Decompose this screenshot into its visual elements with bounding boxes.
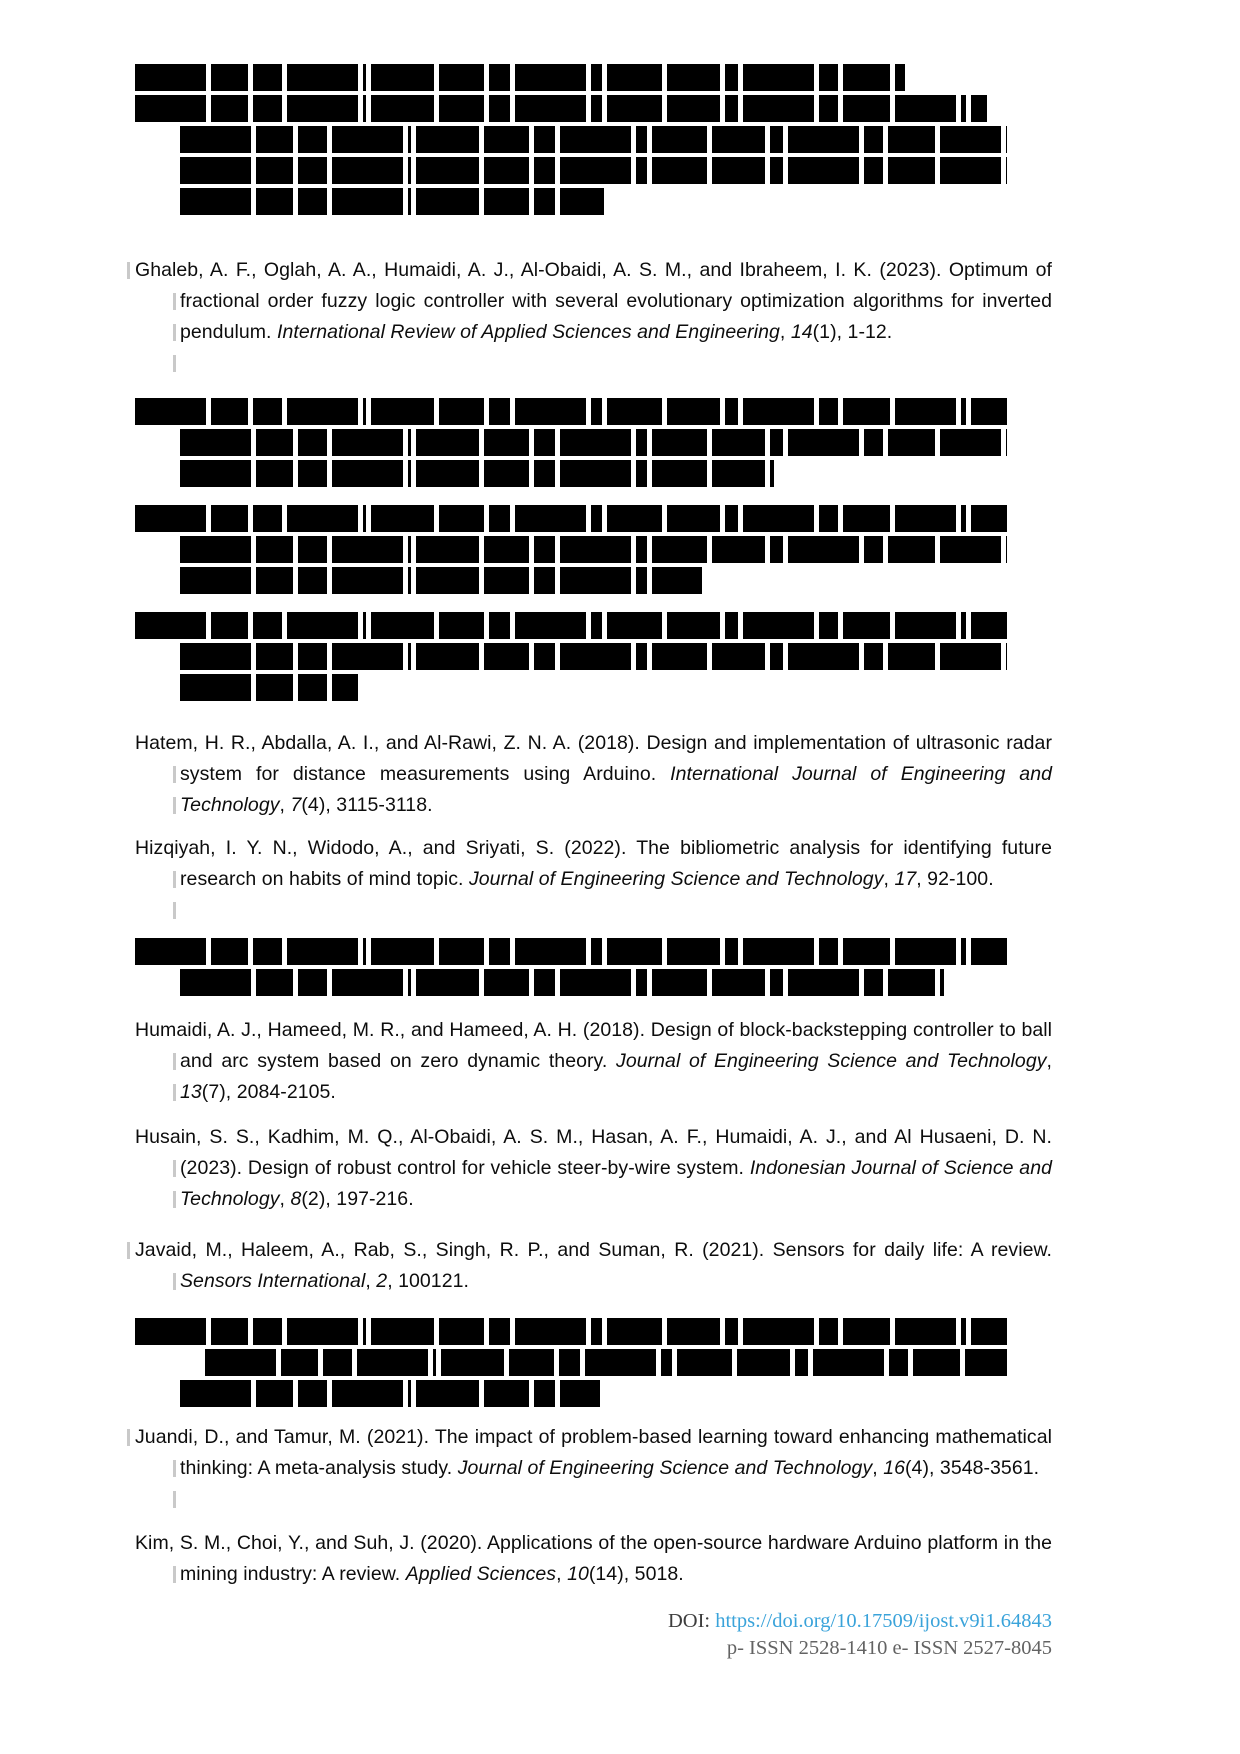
reference-text: Javaid, M., Haleem, A., Rab, S., Singh, R. P., and Suman, R. (2021). Sensors for daily life: A review. bbox=[135, 1239, 1052, 1261]
reference-text: (4), 3548-3561. bbox=[905, 1457, 1040, 1479]
redacted-line bbox=[180, 188, 604, 215]
reference-text: (7), 2084-2105. bbox=[201, 1081, 336, 1103]
reference-entry bbox=[135, 1235, 1052, 1297]
formatting-mark bbox=[173, 797, 176, 814]
journal-italic-text: Applied Sciences bbox=[405, 1563, 557, 1585]
doi-link[interactable]: https://doi.org/10.17509/ijost.v9i1.64843 bbox=[715, 1610, 1052, 1632]
redacted-line bbox=[135, 398, 1007, 425]
reference-text: , bbox=[779, 321, 791, 343]
redacted-line bbox=[180, 126, 1007, 153]
formatting-mark bbox=[173, 1084, 176, 1101]
journal-italic-text: 13 bbox=[180, 1081, 202, 1103]
formatting-mark bbox=[173, 766, 176, 783]
redacted-line bbox=[180, 157, 1007, 184]
reference-text: , 100121. bbox=[387, 1270, 469, 1292]
journal-italic-text: 8 bbox=[290, 1188, 302, 1210]
reference-text: , bbox=[279, 794, 291, 816]
redacted-line bbox=[135, 505, 1007, 532]
journal-italic-text: 17 bbox=[894, 868, 917, 890]
doi-line bbox=[668, 1608, 1052, 1635]
redacted-line bbox=[135, 938, 1007, 965]
journal-italic-text: Journal of Engineering Science and Technology bbox=[457, 1457, 873, 1479]
reference-text: Hizqiyah, I. Y. N., Widodo, A., and Sriyati, S. (2022). The bibliometric analysis for identifying future research on habits of mind topic. bbox=[135, 837, 1052, 890]
reference-text: , bbox=[872, 1457, 884, 1479]
redacted-reference-block bbox=[135, 938, 1007, 1000]
redacted-line bbox=[135, 64, 905, 91]
reference-entry bbox=[135, 1528, 1052, 1590]
formatting-mark bbox=[173, 902, 176, 919]
reference-text: , 92-100. bbox=[916, 868, 994, 890]
journal-italic-text: Journal of Engineering Science and Technology bbox=[468, 868, 884, 890]
journal-italic-text: International Journal of Engineering and Technology bbox=[180, 763, 1052, 816]
formatting-mark bbox=[173, 1191, 176, 1208]
formatting-mark bbox=[173, 871, 176, 888]
reference-text: Hatem, H. R., Abdalla, A. I., and Al-Rawi, Z. N. A. (2018). Design and implementation of ultrasonic radar system for distance measurements using Arduino. bbox=[135, 732, 1052, 785]
formatting-mark bbox=[173, 1566, 176, 1583]
journal-italic-text: Indonesian Journal of Science and Technology bbox=[180, 1157, 1052, 1210]
redacted-reference-block bbox=[135, 1318, 1007, 1411]
reference-text: , bbox=[556, 1563, 568, 1585]
doi-label: DOI: bbox=[667, 1610, 716, 1632]
journal-italic-text: 7 bbox=[290, 794, 302, 816]
reference-entry bbox=[135, 728, 1052, 821]
reference-text: Ghaleb, A. F., Oglah, A. A., Humaidi, A. J., Al-Obaidi, A. S. M., and Ibraheem, I. K. (2023). Optimum of fractional order fuzzy logic controller with several evolutionary optimization algorithms for inverted pendulum. bbox=[135, 259, 1052, 343]
formatting-mark bbox=[173, 324, 176, 341]
reference-text: (2), 197-216. bbox=[301, 1188, 414, 1210]
reference-text: Humaidi, A. J., Hameed, M. R., and Hameed, A. H. (2018). Design of block-backstepping controller to ball and arc system based on zero dynamic theory. bbox=[135, 1019, 1052, 1072]
redacted-reference-block bbox=[135, 505, 1007, 598]
issn-text: p- ISSN 2528-1410 e- ISSN 2527-8045 bbox=[726, 1637, 1052, 1659]
redacted-line bbox=[180, 1380, 600, 1407]
reference-entry bbox=[135, 1122, 1052, 1215]
reference-text: Juandi, D., and Tamur, M. (2021). The impact of problem-based learning toward enhancing mathematical thinking: A meta-analysis study. bbox=[135, 1426, 1052, 1479]
formatting-mark bbox=[173, 355, 176, 372]
journal-italic-text: 14 bbox=[790, 321, 813, 343]
reference-text: (14), 5018. bbox=[588, 1563, 684, 1585]
formatting-mark bbox=[173, 293, 176, 310]
redacted-reference-block bbox=[135, 398, 1007, 491]
reference-text: , bbox=[883, 868, 895, 890]
redacted-line bbox=[180, 674, 358, 701]
formatting-mark bbox=[173, 1460, 176, 1477]
reference-text: , bbox=[365, 1270, 377, 1292]
formatting-mark bbox=[127, 1242, 130, 1259]
journal-italic-text: Sensors International bbox=[180, 1270, 366, 1292]
reference-text: Husain, S. S., Kadhim, M. Q., Al-Obaidi, A. S. M., Hasan, A. F., Humaidi, A. J., and Al Husaeni, D. N. (2023). Design of robust control for vehicle steer-by-wire system. bbox=[135, 1126, 1052, 1179]
redacted-reference-block bbox=[135, 64, 1007, 219]
formatting-mark bbox=[127, 1429, 130, 1446]
redacted-line bbox=[135, 1318, 1007, 1345]
reference-entry bbox=[135, 1422, 1052, 1484]
formatting-mark bbox=[173, 1053, 176, 1070]
journal-italic-text: 2 bbox=[376, 1270, 388, 1292]
page-footer bbox=[668, 1608, 1052, 1662]
reference-text: (4), 3115-3118. bbox=[301, 794, 433, 816]
formatting-mark bbox=[173, 1491, 176, 1508]
reference-text: Kim, S. M., Choi, Y., and Suh, J. (2020). Applications of the open-source hardware Arduino platform in the mining industry: A review. bbox=[135, 1532, 1052, 1585]
formatting-mark bbox=[173, 1273, 176, 1290]
journal-italic-text: 10 bbox=[567, 1563, 589, 1585]
reference-entry bbox=[135, 255, 1052, 348]
reference-text: (1), 1-12. bbox=[812, 321, 893, 343]
redacted-line bbox=[180, 567, 702, 594]
reference-text: , bbox=[1046, 1050, 1052, 1072]
redacted-line bbox=[180, 460, 774, 487]
journal-italic-text: 16 bbox=[883, 1457, 905, 1479]
redacted-line bbox=[205, 1349, 1007, 1376]
redacted-line bbox=[180, 643, 1007, 670]
redacted-line bbox=[135, 95, 987, 122]
journal-italic-text: International Review of Applied Sciences and Engineering bbox=[276, 321, 780, 343]
formatting-mark bbox=[127, 262, 130, 279]
redacted-line bbox=[180, 536, 1007, 563]
redacted-line bbox=[180, 969, 944, 996]
redacted-line bbox=[180, 429, 1007, 456]
reference-text: , bbox=[279, 1188, 291, 1210]
reference-entry bbox=[135, 833, 1052, 895]
redacted-reference-block bbox=[135, 612, 1007, 705]
redacted-line bbox=[135, 612, 1007, 639]
reference-entry bbox=[135, 1015, 1052, 1108]
journal-italic-text: Journal of Engineering Science and Technology bbox=[616, 1050, 1047, 1072]
formatting-mark bbox=[173, 1160, 176, 1177]
